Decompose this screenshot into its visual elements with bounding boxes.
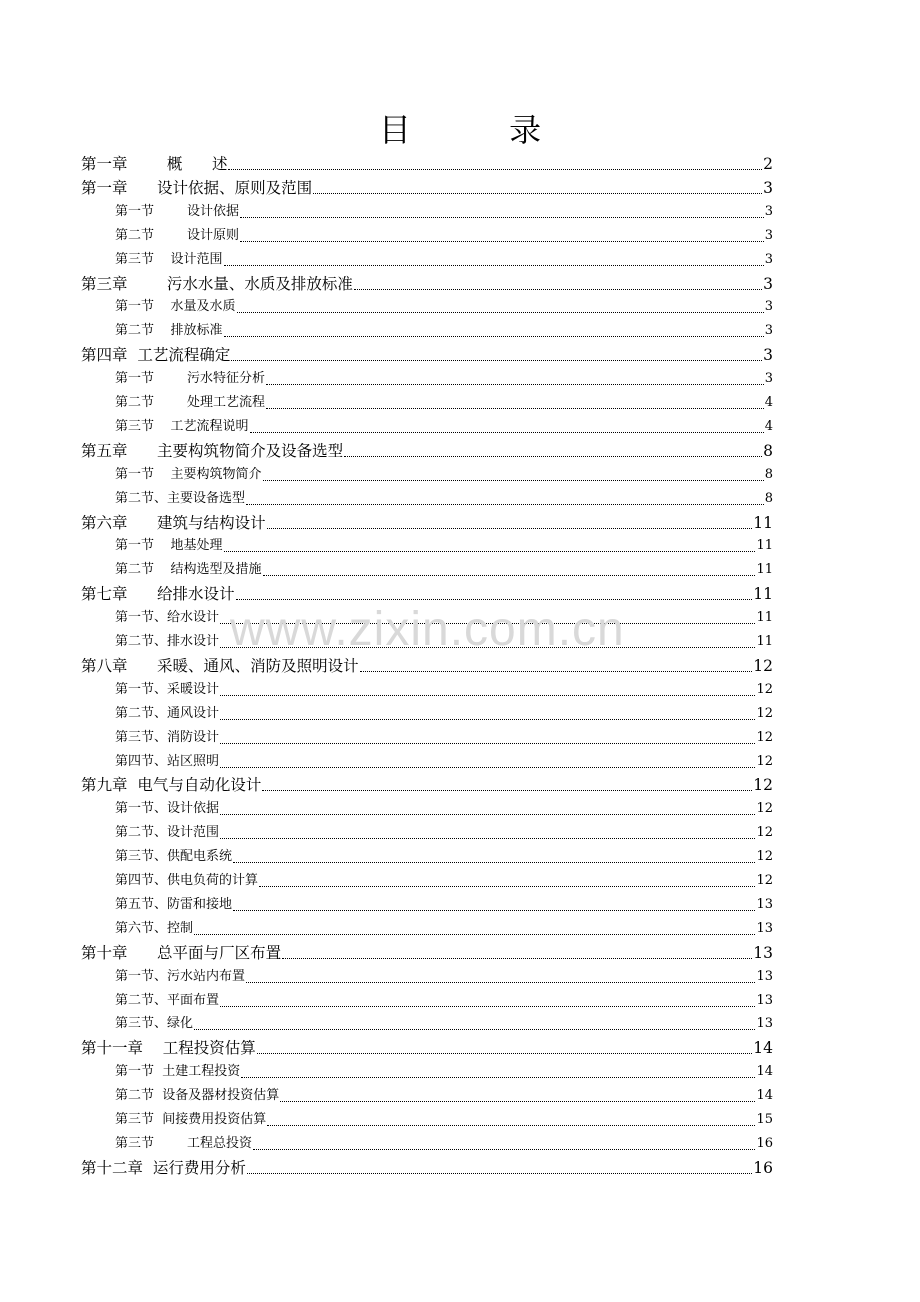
toc-section-entry[interactable] <box>115 248 773 272</box>
toc-entry-label: 第九章 电气与自动化设计 <box>81 776 262 795</box>
toc-entry-label: 第四节、站区照明 <box>115 753 220 769</box>
toc-page-number: 13 <box>756 968 773 984</box>
toc-entry-label: 第二节、设计范围 <box>115 825 220 841</box>
toc-entry-label: 第二节 设计原则 <box>115 227 240 243</box>
toc-page-number: 11 <box>756 538 773 554</box>
toc-page-number: 2 <box>763 155 773 173</box>
toc-page-number: 12 <box>756 753 773 769</box>
toc-section-entry[interactable] <box>115 415 773 439</box>
toc-entry-label: 第二节、平面布置 <box>115 992 220 1008</box>
toc-dot-leader <box>228 168 762 170</box>
toc-dot-leader <box>313 192 762 194</box>
toc-page-number: 13 <box>756 920 773 936</box>
toc-section-entry[interactable] <box>115 989 773 1013</box>
toc-section-entry[interactable] <box>115 1108 773 1132</box>
toc-page-number: 14 <box>756 1064 773 1080</box>
toc-entry-label: 第三章 污水水量、水质及排放标准 <box>81 274 353 293</box>
toc-page-number: 11 <box>756 562 773 578</box>
toc-dot-leader <box>194 1028 755 1030</box>
toc-dot-leader <box>263 479 764 481</box>
toc-entry-label: 第二节 处理工艺流程 <box>115 395 266 410</box>
toc-dot-leader <box>282 957 752 959</box>
toc-chapter-entry[interactable] <box>81 511 773 535</box>
toc-dot-leader <box>224 550 756 552</box>
toc-entry-label: 第一节、污水站内布置 <box>115 968 246 984</box>
toc-page-number: 13 <box>756 992 773 1008</box>
toc-entry-label: 第三节 间接费用投资估算 <box>115 1112 267 1127</box>
toc-dot-leader <box>250 431 764 433</box>
toc-section-entry[interactable] <box>115 678 773 702</box>
toc-section-entry[interactable] <box>115 893 773 917</box>
toc-section-entry[interactable] <box>115 702 773 726</box>
toc-chapter-entry[interactable] <box>81 1036 773 1060</box>
toc-dot-leader <box>224 335 764 337</box>
toc-section-entry[interactable] <box>115 558 773 582</box>
toc-dot-leader <box>220 718 755 720</box>
toc-section-entry[interactable] <box>115 391 773 415</box>
toc-dot-leader <box>241 1076 755 1078</box>
toc-dot-leader <box>262 789 752 791</box>
toc-dot-leader <box>224 264 764 266</box>
toc-page-number: 16 <box>753 1158 773 1177</box>
toc-section-entry[interactable] <box>115 367 773 391</box>
toc-page-number: 12 <box>753 776 773 795</box>
toc-page-number: 12 <box>756 681 773 697</box>
toc-entry-label: 第五节、防雷和接地 <box>115 896 233 912</box>
toc-dot-leader <box>344 455 762 457</box>
page-title: 目 录 <box>378 111 586 149</box>
toc-section-entry[interactable] <box>115 750 773 774</box>
toc-entry-label: 第一节 主要构筑物简介 <box>115 466 262 482</box>
toc-entry-label: 第一节 污水特征分析 <box>115 371 266 387</box>
toc-section-entry[interactable] <box>115 295 773 319</box>
toc-page-number: 11 <box>753 513 773 532</box>
toc-dot-leader <box>220 837 755 839</box>
toc-dot-leader <box>231 359 762 361</box>
toc-section-entry[interactable] <box>115 1132 773 1156</box>
toc-page-number: 3 <box>763 346 773 365</box>
toc-entry-label: 第一节 水量及水质 <box>115 299 236 315</box>
toc-section-entry[interactable] <box>115 200 773 224</box>
toc-entry-label: 第三节、绿化 <box>115 1016 194 1032</box>
toc-dot-leader <box>266 383 764 385</box>
toc-page-number: 8 <box>764 490 773 506</box>
toc-dot-leader <box>360 670 753 672</box>
toc-chapter-entry[interactable] <box>81 773 773 797</box>
toc-dot-leader <box>237 311 764 313</box>
toc-page-number: 12 <box>756 873 773 888</box>
toc-dot-leader <box>267 1124 755 1126</box>
toc-section-entry[interactable] <box>115 845 773 869</box>
toc-entry-label: 第一章 概 述 <box>81 155 228 173</box>
toc-entry-label: 第二节 设备及器材投资估算 <box>115 1088 280 1104</box>
toc-page-number: 11 <box>756 610 773 626</box>
toc-entry-label: 第三节、供配电系统 <box>115 849 233 865</box>
toc-entry-label: 第一章 设计依据、原则及范围 <box>81 178 313 197</box>
toc-dot-leader <box>220 813 755 815</box>
toc-section-entry[interactable] <box>115 224 773 248</box>
toc-page-number: 13 <box>753 943 773 962</box>
toc-section-entry[interactable] <box>115 606 773 630</box>
toc-dot-leader <box>220 766 755 768</box>
toc-page-number: 12 <box>756 825 773 841</box>
toc-entry-label: 第二节、通风设计 <box>115 705 220 721</box>
toc-chapter-entry[interactable] <box>81 176 773 200</box>
toc-entry-label: 第八章 采暖、通风、消防及照明设计 <box>81 656 359 675</box>
toc-section-entry[interactable] <box>115 917 773 941</box>
toc-dot-leader <box>220 742 755 744</box>
toc-entry-label: 第四章 工艺流程确定 <box>81 346 231 365</box>
toc-section-entry[interactable] <box>115 1012 773 1036</box>
toc-dot-leader <box>354 288 762 290</box>
toc-entry-label: 第四节、供电负荷的计算 <box>115 873 259 888</box>
toc-chapter-entry[interactable] <box>81 439 773 463</box>
toc-page-number: 12 <box>753 656 773 675</box>
toc-dot-leader <box>240 240 764 242</box>
toc-page-number: 4 <box>764 395 773 410</box>
toc-page-number: 8 <box>764 466 773 482</box>
toc-page-number: 14 <box>753 1039 773 1058</box>
toc-page-number: 3 <box>764 251 773 267</box>
toc-dot-leader <box>220 1005 755 1007</box>
toc-dot-leader <box>194 933 755 935</box>
toc-page-number: 3 <box>764 323 773 339</box>
toc-dot-leader <box>240 216 764 218</box>
toc-entry-label: 第十二章 运行费用分析 <box>81 1158 246 1177</box>
toc-section-entry[interactable] <box>115 487 773 511</box>
toc-entry-label: 第一节 设计依据 <box>115 203 240 219</box>
toc-entry-label: 第一节、给水设计 <box>115 610 220 626</box>
toc-section-entry[interactable] <box>115 630 773 654</box>
toc-entry-label: 第七章 给排水设计 <box>81 585 235 604</box>
toc-dot-leader <box>233 861 755 863</box>
toc-dot-leader <box>267 527 753 529</box>
toc-chapter-entry[interactable] <box>81 152 773 176</box>
toc-dot-leader <box>247 1172 752 1174</box>
toc-dot-leader <box>266 407 764 409</box>
toc-section-entry[interactable] <box>115 869 773 893</box>
toc-entry-label: 第二节、主要设备选型 <box>115 490 246 506</box>
toc-entry-label: 第十一章 工程投资估算 <box>81 1039 256 1058</box>
toc-dot-leader <box>263 574 756 576</box>
toc-entry-label: 第三节、消防设计 <box>115 729 220 745</box>
toc-entry-label: 第三节 设计范围 <box>115 251 223 267</box>
toc-dot-leader <box>236 598 753 600</box>
toc-dot-leader <box>220 646 755 648</box>
toc-section-entry[interactable] <box>115 463 773 487</box>
toc-entry-label: 第五章 主要构筑物简介及设备选型 <box>81 441 344 460</box>
toc-entry-label: 第六节、控制 <box>115 920 194 936</box>
toc-entry-label: 第二节 排放标准 <box>115 323 223 339</box>
toc-dot-leader <box>246 503 764 505</box>
toc-section-entry[interactable] <box>115 319 773 343</box>
toc-dot-leader <box>220 622 755 624</box>
toc-dot-leader <box>280 1100 755 1102</box>
toc-entry-label: 第二节 结构选型及措施 <box>115 562 262 578</box>
toc-page-number: 14 <box>756 1088 773 1104</box>
toc-page-number: 4 <box>764 418 773 434</box>
toc-dot-leader <box>259 885 755 887</box>
toc-section-entry[interactable] <box>115 534 773 558</box>
toc-entry-label: 第二节、排水设计 <box>115 634 220 649</box>
toc-section-entry[interactable] <box>115 797 773 821</box>
toc-entry-label: 第一节 土建工程投资 <box>115 1064 241 1080</box>
toc-dot-leader <box>233 909 755 911</box>
toc-chapter-entry[interactable] <box>81 272 773 296</box>
toc-page-number: 12 <box>756 801 773 817</box>
toc-chapter-entry[interactable] <box>81 654 773 678</box>
toc-entry-label: 第三节 工程总投资 <box>115 1135 253 1151</box>
toc-entry-label: 第一节、采暖设计 <box>115 681 220 697</box>
toc-entry-label: 第一节、设计依据 <box>115 801 220 817</box>
toc-entry-label: 第十章 总平面与厂区布置 <box>81 943 282 962</box>
toc-page-number: 13 <box>756 896 773 912</box>
toc-page-number: 3 <box>764 371 773 387</box>
toc-page-number: 13 <box>756 1016 773 1032</box>
toc-page-number: 3 <box>763 274 773 293</box>
toc-entry-label: 第六章 建筑与结构设计 <box>81 513 266 532</box>
toc-dot-leader <box>253 1148 755 1150</box>
toc-page-number: 12 <box>756 849 773 865</box>
toc-page-number: 3 <box>764 227 773 243</box>
toc-chapter-entry[interactable] <box>81 343 773 367</box>
toc-section-entry[interactable] <box>115 1084 773 1108</box>
toc-chapter-entry[interactable] <box>81 1156 773 1180</box>
toc-page-number: 15 <box>756 1112 773 1127</box>
toc-entry-label: 第三节 工艺流程说明 <box>115 418 249 434</box>
toc-page-number: 12 <box>756 729 773 745</box>
toc-section-entry[interactable] <box>115 726 773 750</box>
toc-page-number: 11 <box>753 585 773 604</box>
toc-section-entry[interactable] <box>115 1060 773 1084</box>
toc-chapter-entry[interactable] <box>81 941 773 965</box>
toc-dot-leader <box>220 694 755 696</box>
toc-page-number: 12 <box>756 705 773 721</box>
toc-page-number: 16 <box>756 1135 773 1151</box>
toc-section-entry[interactable] <box>115 965 773 989</box>
toc-entry-label: 第一节 地基处理 <box>115 538 223 554</box>
toc-chapter-entry[interactable] <box>81 582 773 606</box>
toc-dot-leader <box>246 981 755 983</box>
watermark: www.zixin.com.cn <box>230 603 625 656</box>
toc-page-number: 3 <box>764 203 773 219</box>
toc-page-number: 3 <box>763 178 773 197</box>
toc-section-entry[interactable] <box>115 821 773 845</box>
toc-page-number: 3 <box>764 299 773 315</box>
toc-page-number: 11 <box>756 634 773 649</box>
toc-page-number: 8 <box>763 441 773 460</box>
toc-dot-leader <box>257 1052 753 1054</box>
